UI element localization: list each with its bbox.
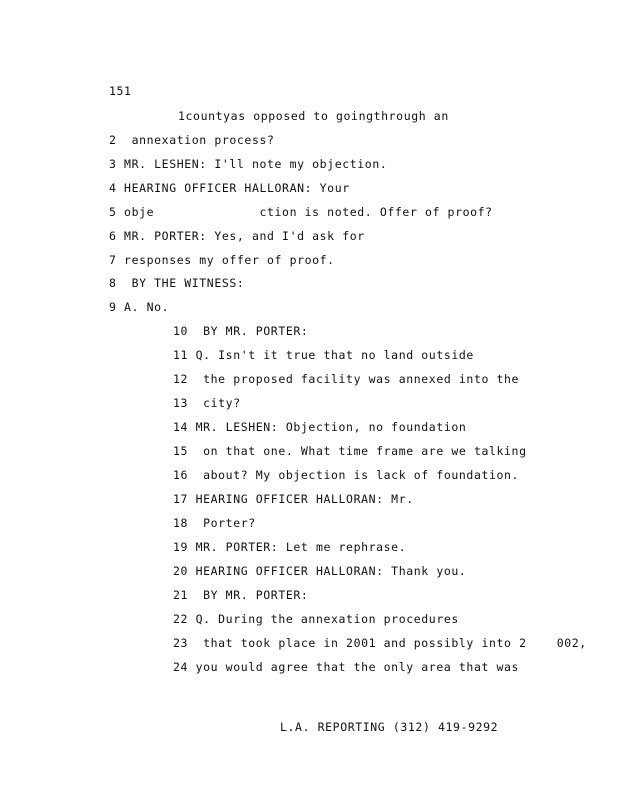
transcript-line-19: 19 MR. PORTER: Let me rephrase. bbox=[173, 540, 407, 554]
transcript-line-10: 10 BY MR. PORTER: bbox=[173, 324, 309, 338]
transcript-line-17: 17 HEARING OFFICER HALLORAN: Mr. bbox=[173, 492, 414, 506]
page-number: 151 bbox=[109, 84, 132, 98]
transcript-line-4: 4 HEARING OFFICER HALLORAN: Your bbox=[109, 181, 350, 195]
transcript-line-15: 15 on that one. What time frame are we talking bbox=[173, 444, 527, 458]
transcript-line-8: 8 BY THE WITNESS: bbox=[109, 276, 245, 290]
transcript-line-21: 21 BY MR. PORTER: bbox=[173, 588, 309, 602]
transcript-line-11: 11 Q. Isn't it true that no land outside bbox=[173, 348, 474, 362]
transcript-line-9: 9 A. No. bbox=[109, 300, 170, 314]
transcript-line-13: 13 city? bbox=[173, 396, 241, 410]
transcript-line-7: 7 responses my offer of proof. bbox=[109, 253, 335, 267]
transcript-line-16: 16 about? My objection is lack of foundation. bbox=[173, 468, 520, 482]
transcript-line-2: 2 annexation process? bbox=[109, 133, 275, 147]
transcript-line-12: 12 the proposed facility was annexed into the bbox=[173, 372, 520, 386]
transcript-line-5: 5 obje ction is noted. Offer of proof? bbox=[109, 205, 493, 219]
transcript-line-1: 1countyas opposed to goingthrough an bbox=[178, 109, 449, 123]
transcript-line-22: 22 Q. During the annexation procedures bbox=[173, 612, 459, 626]
transcript-line-23: 23 that took place in 2001 and possibly into 2 002, bbox=[173, 636, 587, 650]
transcript-line-3: 3 MR. LESHEN: I'll note my objection. bbox=[109, 157, 388, 171]
transcript-line-18: 18 Porter? bbox=[173, 516, 256, 530]
transcript-line-24: 24 you would agree that the only area that was bbox=[173, 660, 520, 674]
footer-reporting: L.A. REPORTING (312) 419-9292 bbox=[280, 720, 499, 734]
transcript-line-6: 6 MR. PORTER: Yes, and I'd ask for bbox=[109, 229, 365, 243]
transcript-line-20: 20 HEARING OFFICER HALLORAN: Thank you. bbox=[173, 564, 467, 578]
transcript-line-14: 14 MR. LESHEN: Objection, no foundation bbox=[173, 420, 467, 434]
